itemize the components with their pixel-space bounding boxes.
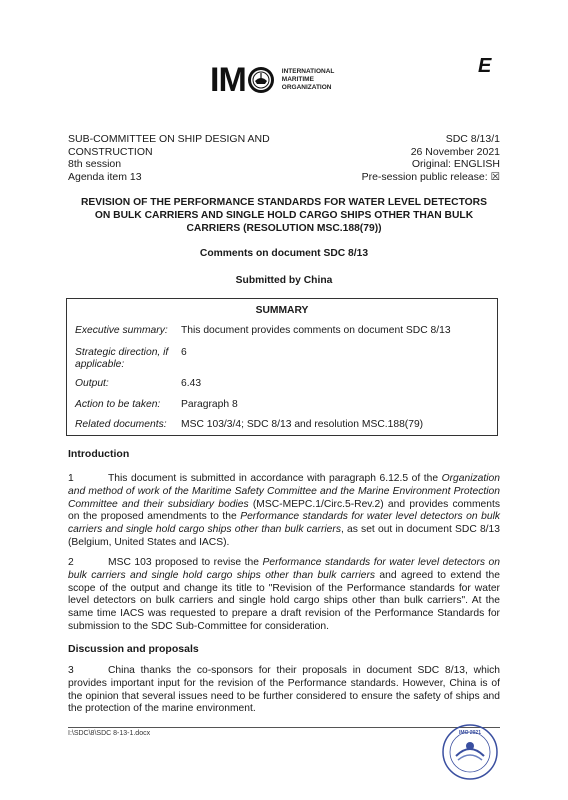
org-name-line: ORGANIZATION xyxy=(281,84,332,91)
title-line: CARRIERS (RESOLUTION MSC.188(79)) xyxy=(186,223,382,234)
logo-letter-i: I xyxy=(210,61,219,99)
summary-label: Output: xyxy=(75,378,109,389)
section-heading-discussion: Discussion and proposals xyxy=(68,643,199,655)
summary-box xyxy=(66,298,498,436)
footer-divider xyxy=(68,727,500,728)
paragraph-number: 1 xyxy=(68,473,74,484)
paragraph-text: MSC 103 proposed to revise the xyxy=(108,557,263,568)
document-subtitle: Comments on document SDC 8/13 xyxy=(199,248,369,259)
summary-label: Action to be taken: xyxy=(75,399,161,410)
seal-text: IMO 2021 xyxy=(459,730,481,736)
org-name xyxy=(282,68,335,92)
imo-2021-seal-icon xyxy=(440,722,500,782)
italic-text: Performance standards for water level detectors on bulk carriers and single hold cargo ships other than bulk carriers xyxy=(68,511,501,536)
paragraph-number: 3 xyxy=(68,665,74,676)
org-name-line: MARITIME xyxy=(281,76,314,83)
org-name-line: INTERNATIONAL xyxy=(281,68,335,75)
summary-value: Paragraph 8 xyxy=(181,399,238,410)
meta-line: CONSTRUCTION xyxy=(68,145,153,158)
document-info xyxy=(362,133,500,183)
summary-row xyxy=(75,347,491,371)
summary-label: Strategic direction, if applicable: xyxy=(75,347,169,370)
paragraph-text: This document is submitted in accordance with paragraph 6.12.5 of the xyxy=(108,473,442,484)
summary-value: This document provides comments on document SDC 8/13 xyxy=(181,325,451,336)
meta-line: 26 November 2021 xyxy=(410,145,500,158)
paragraph-text: and agreed to extend the scope of the output and change its title to "Revision of the Performance standards for water level detectors on bulk carriers and single hold cargo ships other than bulk carriers". At the same time IACS was requested to prepare a draft revision of the Performance Standards for submission to the SDC Sub-Committee for consideration. xyxy=(68,569,500,632)
title-line: ON BULK CARRIERS AND SINGLE HOLD CARGO SHIPS OTHER THAN BULK xyxy=(94,210,474,221)
summary-heading: SUMMARY xyxy=(255,305,309,316)
summary-row xyxy=(75,378,491,390)
footer-file-path: I:\SDC\8\SDC 8-13-1.docx xyxy=(68,730,151,737)
imo-logo xyxy=(210,63,334,97)
italic-text: Organization and method of work of the Maritime Safety Committee and the Marine Environment Protection Committee and their subsidiary bodies xyxy=(68,473,500,510)
summary-row xyxy=(75,419,491,431)
paragraph-number: 2 xyxy=(68,557,74,568)
paragraph-3 xyxy=(68,665,500,716)
language-letter: E xyxy=(478,55,492,77)
meta-line: Original: ENGLISH xyxy=(411,158,500,171)
document-title xyxy=(68,196,500,235)
section-heading-introduction: Introduction xyxy=(68,448,130,460)
summary-value: 6 xyxy=(181,347,187,358)
paragraph-2 xyxy=(68,557,500,634)
italic-text: Performance standards for water level detectors on bulk carriers and single hold cargo ships other than bulk carriers xyxy=(68,557,500,581)
paragraph-text: , as set out in document SDC 8/13 (Belgium, United States and IACS). xyxy=(68,524,500,548)
submitted-by: Submitted by China xyxy=(235,275,333,286)
title-line: REVISION OF THE PERFORMANCE STANDARDS FOR WATER LEVEL DETECTORS xyxy=(81,197,487,208)
paragraph-1 xyxy=(68,473,500,550)
summary-row xyxy=(75,325,491,337)
summary-row xyxy=(75,399,491,411)
committee-info xyxy=(68,133,270,183)
summary-value: 6.43 xyxy=(181,378,202,389)
summary-label: Related documents: xyxy=(75,419,167,430)
meta-line: Agenda item 13 xyxy=(68,170,142,183)
paragraph-text: (MSC-MEPC.1/Circ.5-Rev.2) and provides comments on the proposed amendments to the xyxy=(68,498,500,523)
summary-label: Executive summary: xyxy=(75,325,168,336)
paragraph-text: China thanks the co-sponsors for their proposals in document SDC 8/13, which provides important input for the revision of the Performance standards. However, China is of the opinion that several issues need to be further considered to ensure the safety of ships and the protection of the marine environment. xyxy=(68,665,500,715)
imo-emblem-icon xyxy=(247,66,275,94)
summary-value: MSC 103/3/4; SDC 8/13 and resolution MSC.188(79) xyxy=(181,419,424,430)
meta-line: SDC 8/13/1 xyxy=(445,133,500,145)
meta-line: 8th session xyxy=(68,158,122,171)
meta-line: SUB-COMMITTEE ON SHIP DESIGN AND xyxy=(68,133,270,145)
meta-line: Pre-session public release: ☒ xyxy=(361,170,500,183)
logo-letter-m: M xyxy=(218,61,246,99)
